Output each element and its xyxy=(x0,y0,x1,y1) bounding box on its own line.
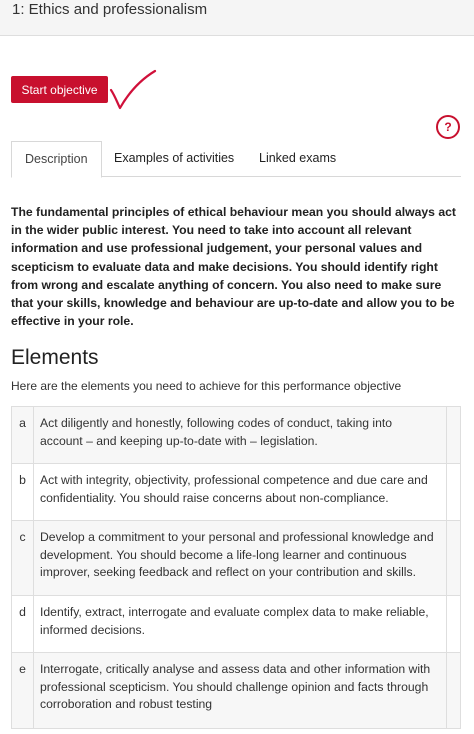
objective-description: The fundamental principles of ethical behaviour mean you should always act in the wider public interest. You need to take into account all relevant information and use professional judgement, your personal values and scepticism to evaluate data and make decisions. You should identify right from wrong and escalate anything of concern. You also need to make sure that your skills, knowledge and behaviour are up-to-date and allow you to be effective in your role. xyxy=(11,205,456,329)
table-row xyxy=(12,521,461,596)
element-letter: a xyxy=(12,407,34,464)
tab-description[interactable]: Description xyxy=(11,141,102,178)
page-header xyxy=(0,0,474,36)
table-row xyxy=(12,596,461,653)
elements-heading: Elements xyxy=(11,346,99,369)
table-cell-empty xyxy=(447,653,461,729)
elements-intro: Here are the elements you need to achieve for this performance objective xyxy=(11,379,402,393)
checkmark-icon xyxy=(108,68,160,112)
elements-table xyxy=(11,406,461,729)
element-letter: c xyxy=(12,521,34,596)
tab-bar xyxy=(11,141,461,177)
element-letter: d xyxy=(12,596,34,653)
start-objective-button[interactable]: Start objective xyxy=(11,76,108,103)
tab-linked-exams[interactable]: Linked exams xyxy=(259,151,337,165)
page-title: 1: Ethics and professionalism xyxy=(12,1,208,18)
element-letter: b xyxy=(12,464,34,521)
element-letter: e xyxy=(12,653,34,729)
table-cell-empty xyxy=(447,596,461,653)
element-text: Develop a commitment to your personal and professional knowledge and development. You should become a life-long learner and continuous improver, seeking feedback and reflect on your contribution and skills. xyxy=(34,521,447,596)
table-row xyxy=(12,464,461,521)
table-row xyxy=(12,407,461,464)
table-cell-empty xyxy=(447,464,461,521)
tab-examples-of-activities[interactable]: Examples of activities xyxy=(114,151,235,165)
help-button[interactable] xyxy=(436,115,460,139)
element-text: Interrogate, critically analyse and assess data and other information with professional scepticism. You should challenge opinion and facts through corroboration and robust testing xyxy=(34,653,447,729)
element-text: Act diligently and honestly, following codes of conduct, taking into account – and keeping up-to-date with – legislation. xyxy=(34,407,447,464)
table-cell-empty xyxy=(447,407,461,464)
table-row xyxy=(12,653,461,729)
element-text: Act with integrity, objectivity, professional competence and due care and confidentiality. You should raise concerns about non-compliance. xyxy=(34,464,447,521)
element-text: Identify, extract, interrogate and evaluate complex data to make reliable, informed decisions. xyxy=(34,596,447,653)
help-icon: ? xyxy=(444,120,452,134)
table-cell-empty xyxy=(447,521,461,596)
